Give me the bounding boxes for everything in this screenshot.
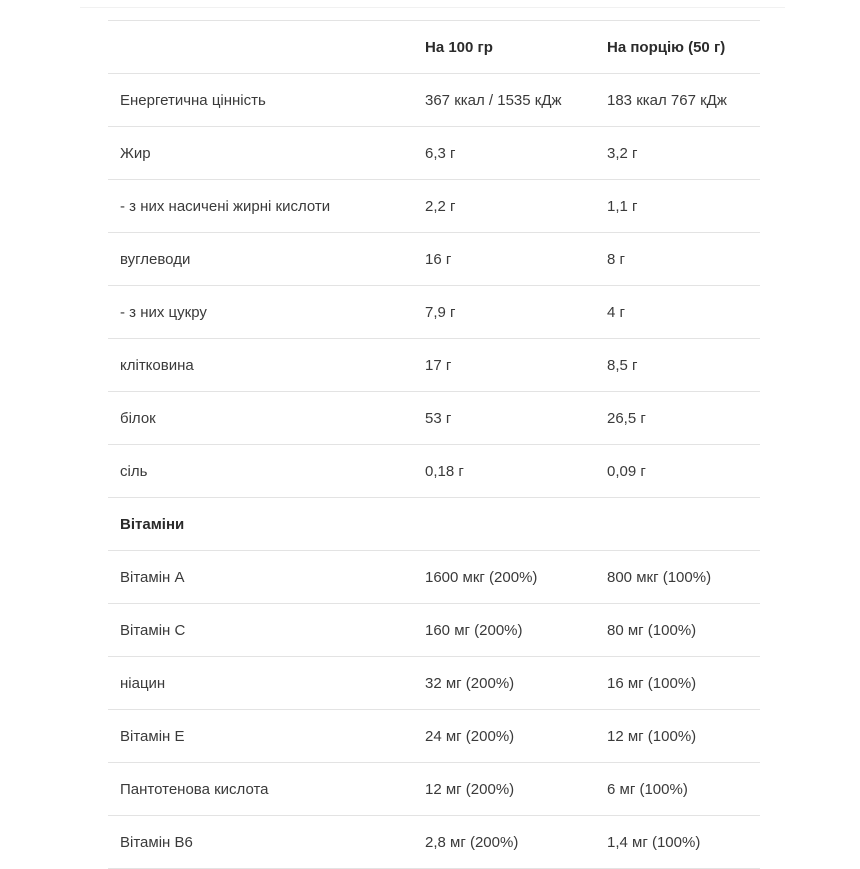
table-row [108, 127, 760, 180]
vitamins-section-label: Вітаміни [120, 515, 185, 533]
header-per-serving: На порцію (50 г) [607, 38, 726, 56]
nutrition-table [108, 20, 760, 869]
header-per-100g: На 100 гр [425, 38, 493, 56]
per-serving-value: 800 мкг (100%) [607, 568, 712, 586]
table-row [108, 710, 760, 763]
table-row [108, 392, 760, 445]
table-row [108, 816, 760, 869]
table-row [108, 339, 760, 392]
per-100g-value: 0,18 г [425, 462, 464, 480]
per-100g-value: 12 мг (200%) [425, 780, 515, 798]
nutrient-name: - з них цукру [120, 303, 207, 321]
empty-cell [597, 498, 760, 551]
nutrient-name: Вітамін С [120, 621, 186, 639]
per-100g-value: 32 мг (200%) [425, 674, 515, 692]
top-divider [80, 7, 785, 8]
per-100g-value: 2,8 мг (200%) [425, 833, 519, 851]
per-100g-value: 24 мг (200%) [425, 727, 515, 745]
per-100g-value: 16 г [425, 250, 452, 268]
per-serving-value: 6 мг (100%) [607, 780, 688, 798]
nutrient-name: - з них насичені жирні кислоти [120, 197, 331, 215]
per-serving-value: 16 мг (100%) [607, 674, 697, 692]
table-row [108, 233, 760, 286]
per-serving-value: 8,5 г [607, 356, 638, 374]
table-row [108, 180, 760, 233]
per-100g-value: 367 ккал / 1535 кДж [425, 91, 562, 109]
per-serving-value: 183 ккал 767 кДж [607, 91, 727, 109]
per-100g-value: 6,3 г [425, 144, 456, 162]
per-100g-value: 160 мг (200%) [425, 621, 523, 639]
nutrient-name: Вітамін А [120, 568, 185, 586]
per-serving-value: 26,5 г [607, 409, 646, 427]
vitamins-section-row [108, 498, 760, 551]
nutrient-name: Вітамін Е [120, 727, 185, 745]
header-nutrient [108, 21, 415, 74]
nutrient-name: білок [120, 409, 156, 427]
per-100g-value: 7,9 г [425, 303, 456, 321]
nutrient-name: Жир [120, 144, 151, 162]
per-serving-value: 1,4 мг (100%) [607, 833, 701, 851]
per-serving-value: 12 мг (100%) [607, 727, 697, 745]
table-row [108, 551, 760, 604]
table-row [108, 286, 760, 339]
nutrient-name: Вітамін В6 [120, 833, 193, 851]
table-row [108, 74, 760, 127]
per-100g-value: 2,2 г [425, 197, 456, 215]
per-serving-value: 4 г [607, 303, 625, 321]
table-header-row [108, 21, 760, 74]
nutrient-name: Енергетична цінність [120, 91, 266, 109]
nutrient-name: вуглеводи [120, 250, 191, 268]
table-row [108, 657, 760, 710]
per-100g-value: 53 г [425, 409, 452, 427]
table-row [108, 445, 760, 498]
table-row [108, 604, 760, 657]
nutrient-name: Пантотенова кислота [120, 780, 269, 798]
nutrient-name: ніацин [120, 674, 166, 692]
per-serving-value: 0,09 г [607, 462, 646, 480]
per-serving-value: 3,2 г [607, 144, 638, 162]
nutrient-name: клітковина [120, 356, 194, 374]
table-row [108, 763, 760, 816]
empty-cell [415, 498, 597, 551]
per-100g-value: 17 г [425, 356, 452, 374]
nutrient-name: сіль [120, 462, 148, 480]
per-100g-value: 1600 мкг (200%) [425, 568, 538, 586]
per-serving-value: 80 мг (100%) [607, 621, 697, 639]
per-serving-value: 8 г [607, 250, 625, 268]
per-serving-value: 1,1 г [607, 197, 638, 215]
